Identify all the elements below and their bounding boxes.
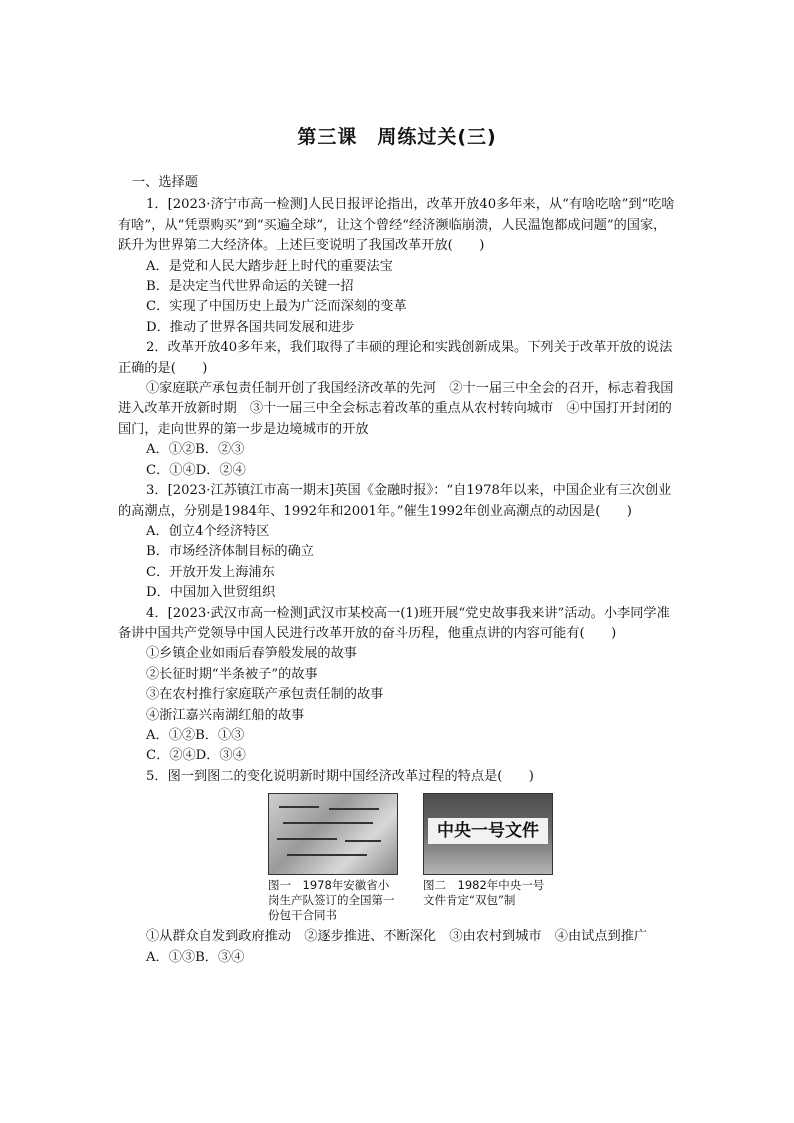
q5-options-ab: A．①③B．③④ [146,949,245,965]
q4-options-ab: A．①②B．①③ [146,727,245,743]
q5-items: ①从群众自发到政府推动 ②逐步推进、不断深化 ③由农村到城市 ④由试点到推广 [146,929,648,945]
q1-option-c: C．实现了中国历史上最为广泛而深刻的变革 [146,299,407,315]
q4-item-3: ③在农村推行家庭联产承包责任制的故事 [146,687,384,703]
q1-option-a: A．是党和人民大踏步赶上时代的重要法宝 [146,258,393,274]
figure-2 [423,793,563,908]
q4-stem: 4．[2023·武汉市高一检测]武汉市某校高一(1)班开展“党史故事我来讲”活动。小李同学准备讲中国共产党领导中国人民进行改革开放的奋斗历程，他重点讲的内容可能有( ) [118,605,670,641]
page-title: 第三课 周练过关(三) [297,126,497,148]
q2-items: ①家庭联产承包责任制开创了我国经济改革的先河 ②十一届三中全会的召开，标志着我国进入改革开放新时期 ③十一届三中全会标志着改革的重点从农村转向城市 ④中国打开封闭的国门，走向世界的第一步是边境城市的开放 [118,381,674,437]
q3-option-b: B．市场经济体制目标的确立 [146,544,314,560]
q5-figures [118,793,678,923]
q2-options-ab: A．①②B．②③ [146,442,245,458]
figure-1-caption: 图一 1978年安徽省小岗生产队签订的全国第一份包干合同书 [268,878,395,923]
q4-options-cd: C．②④D．③④ [146,748,246,764]
q1-option-d: D．推动了世界各国共同发展和进步 [146,319,355,335]
q3-stem: 3．[2023·江苏镇江市高一期末]英国《金融时报》：“自1978年以来，中国企业有三次创业的高潮点，分别是1984年、1992年和2001年。”催生1992年创业高潮点的动因是( ) [118,483,672,519]
document-photo [423,793,553,875]
section-heading: 一、选择题 [132,175,198,190]
figure-1 [268,793,408,923]
figure-2-banner: 中央一号文件 [428,818,548,844]
q4-item-2: ②长征时期“半条被子”的故事 [146,666,318,682]
contract-photo [268,793,398,875]
q1-option-b: B．是决定当代世界命运的关键一招 [146,279,354,295]
q3-option-d: D．中国加入世贸组织 [146,585,276,601]
q2-options-cd: C．①④D．②④ [146,462,246,478]
q2-stem: 2．改革开放40多年来，我们取得了丰硕的理论和实践创新成果。下列关于改革开放的说法正确的是( ) [118,340,673,376]
q3-option-a: A．创立4个经济特区 [146,523,270,539]
figure-2-caption: 图二 1982年中央一号文件肯定“双包”制 [423,878,545,908]
q4-item-4: ④浙江嘉兴南湖红船的故事 [146,707,305,723]
q3-option-c: C．开放开发上海浦东 [146,564,275,580]
q1-stem: 1．[2023·济宁市高一检测]人民日报评论指出，改革开放40多年来，从“有啥吃啥”到“吃啥有啥”，从“凭票购买”到“买遍全球”，让这个曾经“经济濒临崩溃，人民温饱都成问题”的国家，跃升为世界第二大经济体。上述巨变说明了我国改革开放( ) [118,197,675,254]
content [118,173,678,968]
q4-item-1: ①乡镇企业如雨后春笋般发展的故事 [146,646,357,662]
q5-stem: 5．图一到图二的变化说明新时期中国经济改革过程的特点是( ) [146,768,534,784]
